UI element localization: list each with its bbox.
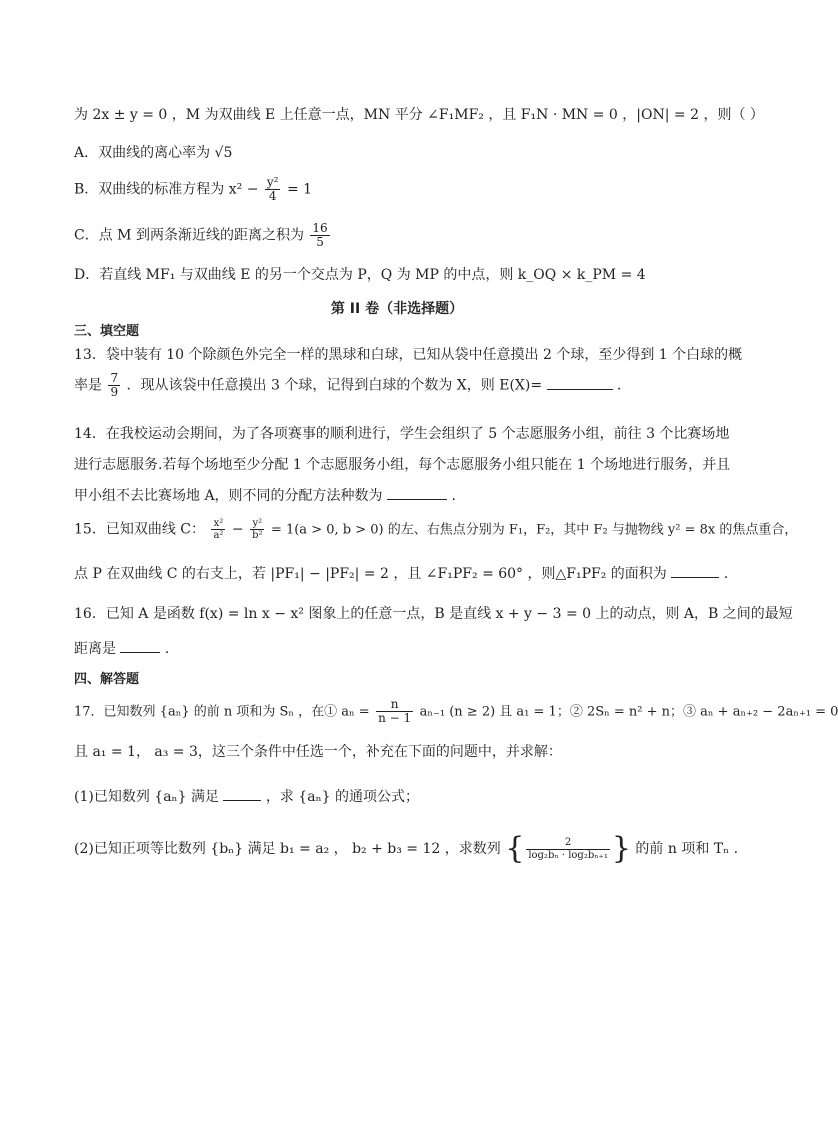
option-b-suffix: = 1: [286, 181, 313, 198]
question-12-stem-continued: 为 2x ± y = 0 ，M 为双曲线 E 上任意一点，MN 平分 ∠F₁MF₂ ，且 F₁N · MN = 0 ，|ON| = 2 ，则（ ）: [74, 107, 764, 123]
q17-condition-blank[interactable]: [223, 786, 261, 801]
q15-fraction-x: [211, 518, 225, 541]
fraction-denominator: 4: [268, 189, 277, 203]
q13-prefix: 率是: [74, 377, 102, 394]
q17-part2: [74, 831, 754, 866]
fraction-denominator: log₂bₙ · log₂bₙ₊₁: [528, 849, 608, 861]
q15-suffix: = 1(a > 0, b > 0) 的左、右焦点分别为 F₁，F₂，其中 F₂ 与抛物线 y² = 8x 的焦点重合，: [270, 522, 798, 538]
option-b-prefix: B．双曲线的标准方程为 x² −: [74, 181, 259, 198]
q15-minus: −: [231, 521, 244, 538]
q15-end: .: [723, 566, 729, 582]
option-c: [74, 222, 754, 249]
fraction-numerator: 2: [526, 837, 610, 850]
q17-line2: 且 a₁ = 1， a₃ = 3，这三个条件中任选一个，补充在下面的问题中，并求解：: [74, 744, 562, 760]
q14-line3: [74, 485, 754, 506]
q17-line1: [74, 697, 838, 725]
q13-end: ．: [616, 377, 631, 394]
fraction-numerator: x²: [211, 518, 225, 530]
q16-line2-text: 距离是: [74, 641, 116, 657]
q17-part1: [74, 786, 754, 807]
option-c-prefix: C．点 M 到两条渐近线的距离之积为: [74, 227, 304, 244]
fraction-numerator: n: [376, 698, 413, 712]
fraction-numerator: y²: [266, 175, 279, 189]
q16-end: ．: [164, 641, 179, 657]
q14-line1: 14．在我校运动会期间，为了各项赛事的顺利进行，学生会组织了 5 个志愿服务小组，前往 3 个比赛场地: [74, 426, 730, 442]
q17-suffix: aₙ₋₁ (n ≥ 2) 且 a₁ = 1；② 2Sₙ = n² + n；③ aₙ + aₙ₊₂ − 2aₙ₊₁ = 0: [419, 704, 838, 720]
q16-answer-blank[interactable]: [120, 638, 160, 653]
q17-part2-suffix: 的前 n 项和 Tₙ .: [635, 841, 739, 857]
q17-part2-fraction: [526, 837, 610, 862]
q17-fraction: [376, 698, 413, 725]
q17-part1-suffix: ，求 {aₙ} 的通项公式；: [265, 789, 419, 805]
left-brace-icon: {: [505, 831, 525, 866]
q17-part1-prefix: (1)已知数列 {aₙ} 满足: [74, 789, 219, 805]
section-fill-in-blank: 三、填空题: [74, 324, 140, 339]
fraction-denominator: 5: [316, 235, 324, 249]
fraction-denominator: b²: [252, 530, 263, 541]
q15-line2-text: 点 P 在双曲线 C 的右支上，若 |PF₁| − |PF₂| = 2 ，且 ∠F₁PF₂ = 60° ，则△F₁PF₂ 的面积为: [74, 566, 667, 582]
part-title: 第 II 卷（非选择题）: [330, 301, 464, 317]
q16-line1: 16．已知 A 是函数 f(x) = ln x − x² 图象上的任意一点，B 是直线 x + y − 3 = 0 上的动点，则 A，B 之间的最短: [74, 606, 793, 622]
q15-answer-blank[interactable]: [671, 563, 719, 578]
q15-prefix: 15．已知双曲线 C：: [74, 521, 205, 538]
option-a: A．双曲线的离心率为 √5: [74, 145, 233, 161]
q17-part2-prefix: (2)已知正项等比数列 {bₙ} 满足 b₁ = a₂ ， b₂ + b₃ = 12 ，求数列: [74, 841, 501, 857]
right-brace-icon: }: [611, 831, 631, 866]
option-d: D．若直线 MF₁ 与双曲线 E 的另一个交点为 P，Q 为 MP 的中点，则 k_OQ × k_PM = 4: [74, 267, 646, 283]
section-solution-questions: 四、解答题: [74, 672, 140, 687]
q15-line1: [74, 518, 798, 541]
q15-line2: [74, 563, 754, 584]
q13-suffix: ．现从该袋中任意摸出 3 个球，记得到白球的个数为 X，则 E(X)=: [126, 377, 543, 394]
fraction-denominator: n − 1: [378, 711, 412, 725]
option-b: [74, 176, 754, 203]
option-c-fraction: [310, 222, 329, 249]
q14-end: .: [451, 488, 456, 504]
q13-line2: [74, 372, 754, 399]
q16-line2: [74, 638, 754, 659]
q15-fraction-y: [250, 518, 264, 541]
q14-answer-blank[interactable]: [387, 485, 447, 500]
q13-fraction: [108, 372, 120, 399]
fraction-numerator: 16: [312, 221, 328, 235]
q14-line3-text: 甲小组不去比赛场地 A，则不同的分配方法种数为: [74, 488, 383, 504]
fraction-denominator: 9: [110, 385, 119, 399]
fraction-denominator: a²: [213, 530, 224, 541]
fraction-numerator: 7: [110, 371, 119, 385]
q13-line1: 13．袋中装有 10 个除颜色外完全一样的黑球和白球，已知从袋中任意摸出 2 个球，至少得到 1 个白球的概: [74, 347, 743, 363]
q13-answer-blank[interactable]: [547, 375, 613, 390]
fraction-numerator: y²: [250, 518, 264, 530]
option-b-fraction: [265, 176, 281, 203]
q14-line2: 进行志愿服务.若每个场地至少分配 1 个志愿服务小组，每个志愿服务小组只能在 1 个场地进行服务，并且: [74, 457, 731, 473]
q17-prefix: 17．已知数列 {aₙ} 的前 n 项和为 Sₙ ，在① aₙ =: [74, 704, 370, 720]
